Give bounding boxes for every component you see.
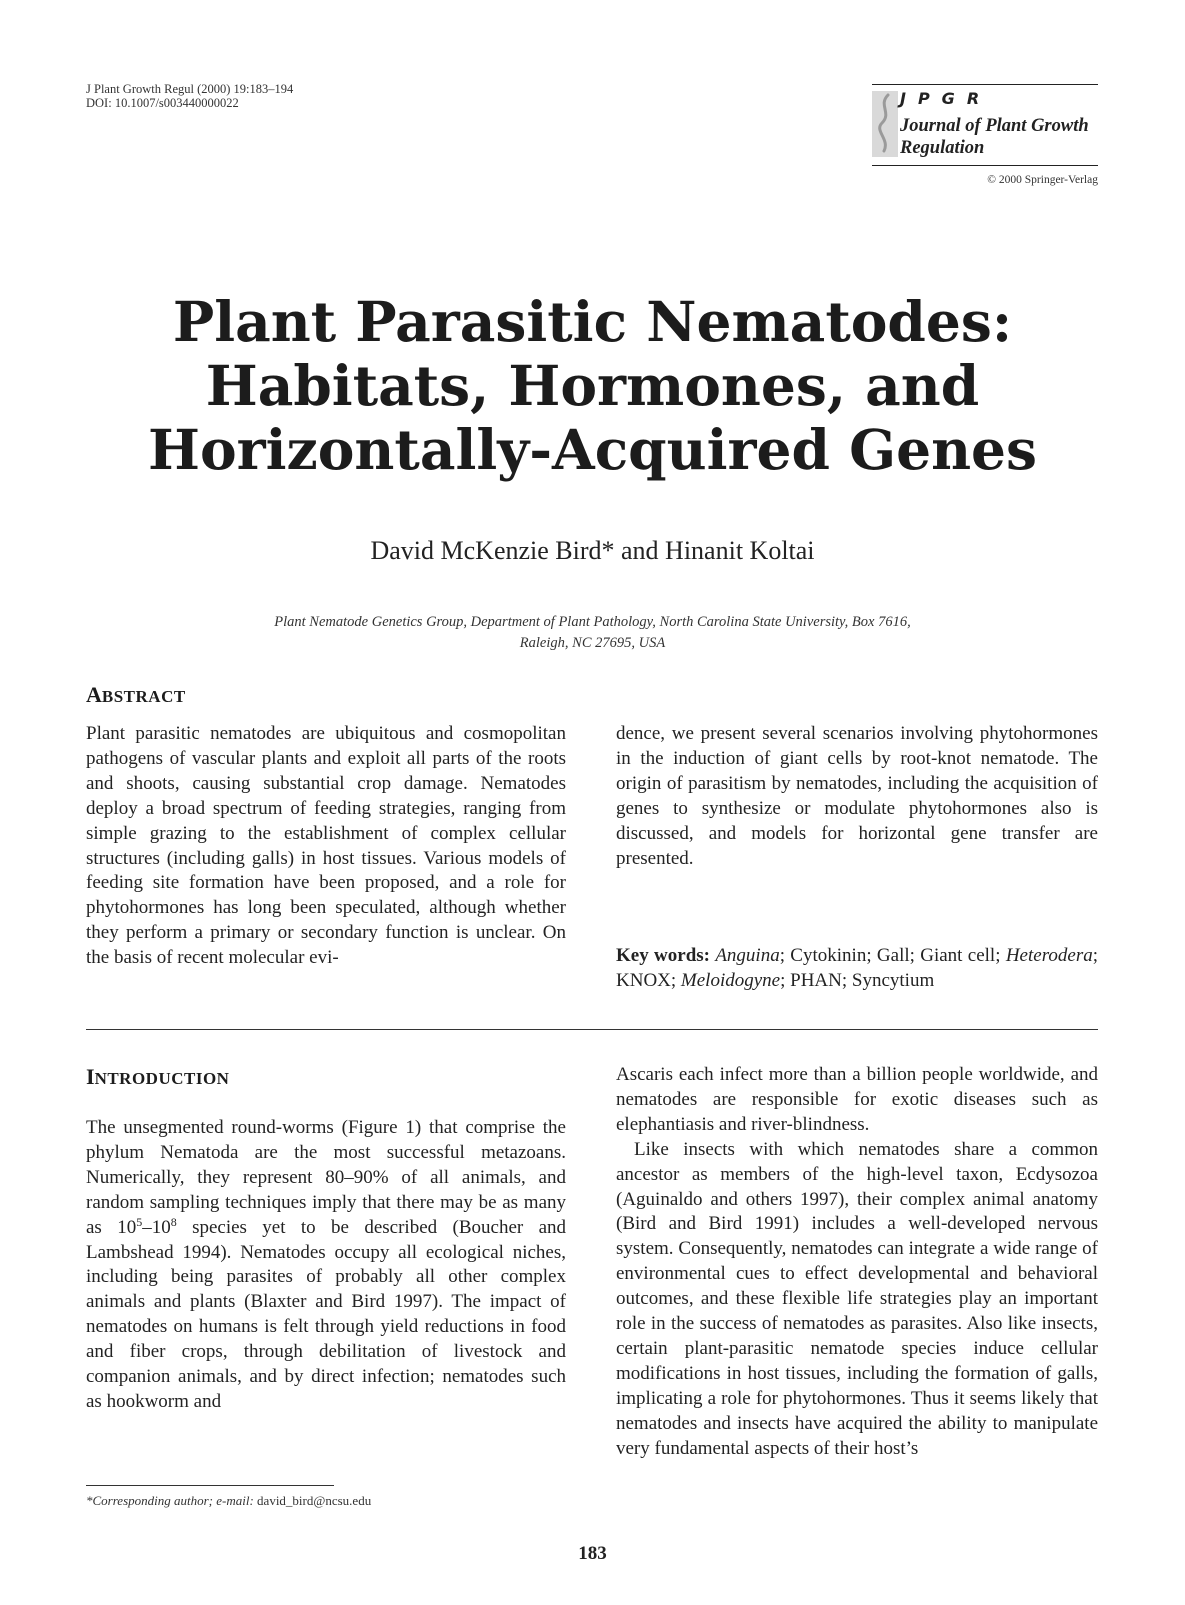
nematode-logo-icon bbox=[872, 91, 898, 157]
journal-name: Journal of Plant Growth Regulation bbox=[900, 116, 1089, 158]
body-text: The unsegmented round-worms (Figure 1) that comprise the phylum Nematoda are the most successful metazoans. Numerically, they represent 80–90% of all animals, and random sampling techniques imply that there may be as many as 10 bbox=[86, 1117, 566, 1238]
keyword: ; Cytokinin; Gall; Giant cell; bbox=[779, 945, 1001, 966]
affiliation-line: Plant Nematode Genetics Group, Department of Plant Pathology, North Carolina State University, Box 7616, bbox=[274, 614, 911, 630]
abstract-right-column bbox=[616, 722, 1098, 871]
heading-rest: BSTRACT bbox=[101, 687, 186, 706]
keyword: ; KNOX; bbox=[616, 945, 1098, 991]
abstract-text: Plant parasitic nematodes are ubiquitous and cosmopolitan pathogens of vascular plants and exploit all parts of the roots and shoots, causing substantial crop damage. Nematodes deploy a broad spectrum of feeding strategies, ranging from simple grazing to the establishment of complex cellular structures (including galls) in host tissues. Various models of feeding site formation have been proposed, and a role for phytohormones has long been speculated, although whether they perform a primary or secondary function is unclear. On the basis of recent molecular evi- bbox=[86, 723, 566, 969]
superscript: 5 bbox=[136, 1214, 143, 1229]
superscript: 8 bbox=[170, 1214, 177, 1229]
body-text: species yet to be described (Boucher and Lambshead 1994). Nematodes occupy all ecological niches, including being parasites of probably all other complex animals and plants (Blaxter and Bird 1997). The impact of nematodes on humans is felt through yield reductions in food and fiber crops, through debilitation of livestock and companion animals, and by direct infection; nematodes such as hookworm and bbox=[86, 1216, 567, 1412]
keyword: Anguina bbox=[715, 945, 780, 966]
title-line: Horizontally-Acquired Genes bbox=[147, 417, 1038, 482]
title-line: Plant Parasitic Nematodes: bbox=[172, 289, 1013, 354]
page-number: 183 bbox=[578, 1543, 607, 1564]
footnote bbox=[86, 1493, 371, 1509]
keyword: ; PHAN; Syncytium bbox=[780, 969, 935, 991]
abstract-left-column bbox=[86, 722, 566, 971]
introduction-right-column bbox=[616, 1063, 1098, 1462]
keywords-paragraph bbox=[616, 944, 1098, 994]
heading-rest: NTRODUCTION bbox=[94, 1069, 230, 1088]
introduction-paragraph bbox=[86, 1116, 566, 1415]
journal-logo bbox=[872, 84, 1098, 186]
introduction-paragraph: Ascaris each infect more than a billion people worldwide, and nematodes are responsible for exotic diseases such as elephantiasis and river-blindness. bbox=[616, 1064, 1098, 1135]
paper-title bbox=[100, 290, 1085, 482]
heading-cap: I bbox=[86, 1064, 95, 1089]
introduction-heading bbox=[86, 1064, 229, 1090]
title-line: Habitats, Hormones, and bbox=[205, 353, 980, 418]
keyword: Heterodera bbox=[1005, 945, 1093, 966]
doi-line: DOI: 10.1007/s003440000022 bbox=[86, 96, 239, 110]
abstract-heading bbox=[86, 682, 186, 708]
introduction-paragraph: Like insects with which nematodes share a common ancestor as members of the high-level taxon, Ecdysozoa (Aguinaldo and others 1997), their complex animal anatomy (Bird and Bird 1991) includes a well-developed nervous system. Consequently, nematodes can integrate a wide range of environmental cues to effect developmental and behavioral outcomes, and these flexible life strategies play an important role in the success of nematodes as parasites. Also like insects, certain plant-parasitic nematode species induce cellular modifications in host tissues, including the formation of galls, implicating a role for phytohormones. Thus it seems likely that nematodes and insects have acquired the ability to manipulate very fundamental aspects of their host’s bbox=[616, 1138, 1098, 1459]
copyright: © 2000 Springer-Verlag bbox=[987, 174, 1098, 186]
abstract-text: dence, we present several scenarios involving phytohormones in the induction of giant cells by root-knot nematode. The origin of parasitism by nematodes, including the acquisition of genes to synthesize or modulate phytohormones also is discussed, and models for horizontal gene transfer are presented. bbox=[616, 723, 1098, 869]
keyword: Meloidogyne bbox=[680, 969, 781, 991]
logo-content bbox=[872, 85, 1098, 165]
keywords bbox=[616, 944, 1098, 994]
citation-line: J Plant Growth Regul (2000) 19:183–194 bbox=[86, 82, 294, 96]
section-divider bbox=[86, 1029, 1098, 1030]
logo-bottom-rule bbox=[872, 165, 1098, 166]
footnote-label: *Corresponding author; e-mail: bbox=[86, 1493, 254, 1508]
authors: David McKenzie Bird* and Hinanit Koltai bbox=[370, 536, 815, 565]
body-text: –10 bbox=[142, 1216, 171, 1238]
heading-cap: A bbox=[86, 682, 102, 707]
affiliation-line: Raleigh, NC 27695, USA bbox=[519, 635, 666, 651]
keywords-label: Key words: bbox=[616, 945, 710, 966]
footnote-email: david_bird@ncsu.edu bbox=[253, 1493, 372, 1508]
affiliation bbox=[100, 612, 1085, 654]
introduction-left-column bbox=[86, 1116, 566, 1415]
journal-abbreviation: JPGR bbox=[900, 89, 992, 108]
citation-info bbox=[86, 82, 293, 110]
footnote-rule bbox=[86, 1485, 334, 1486]
